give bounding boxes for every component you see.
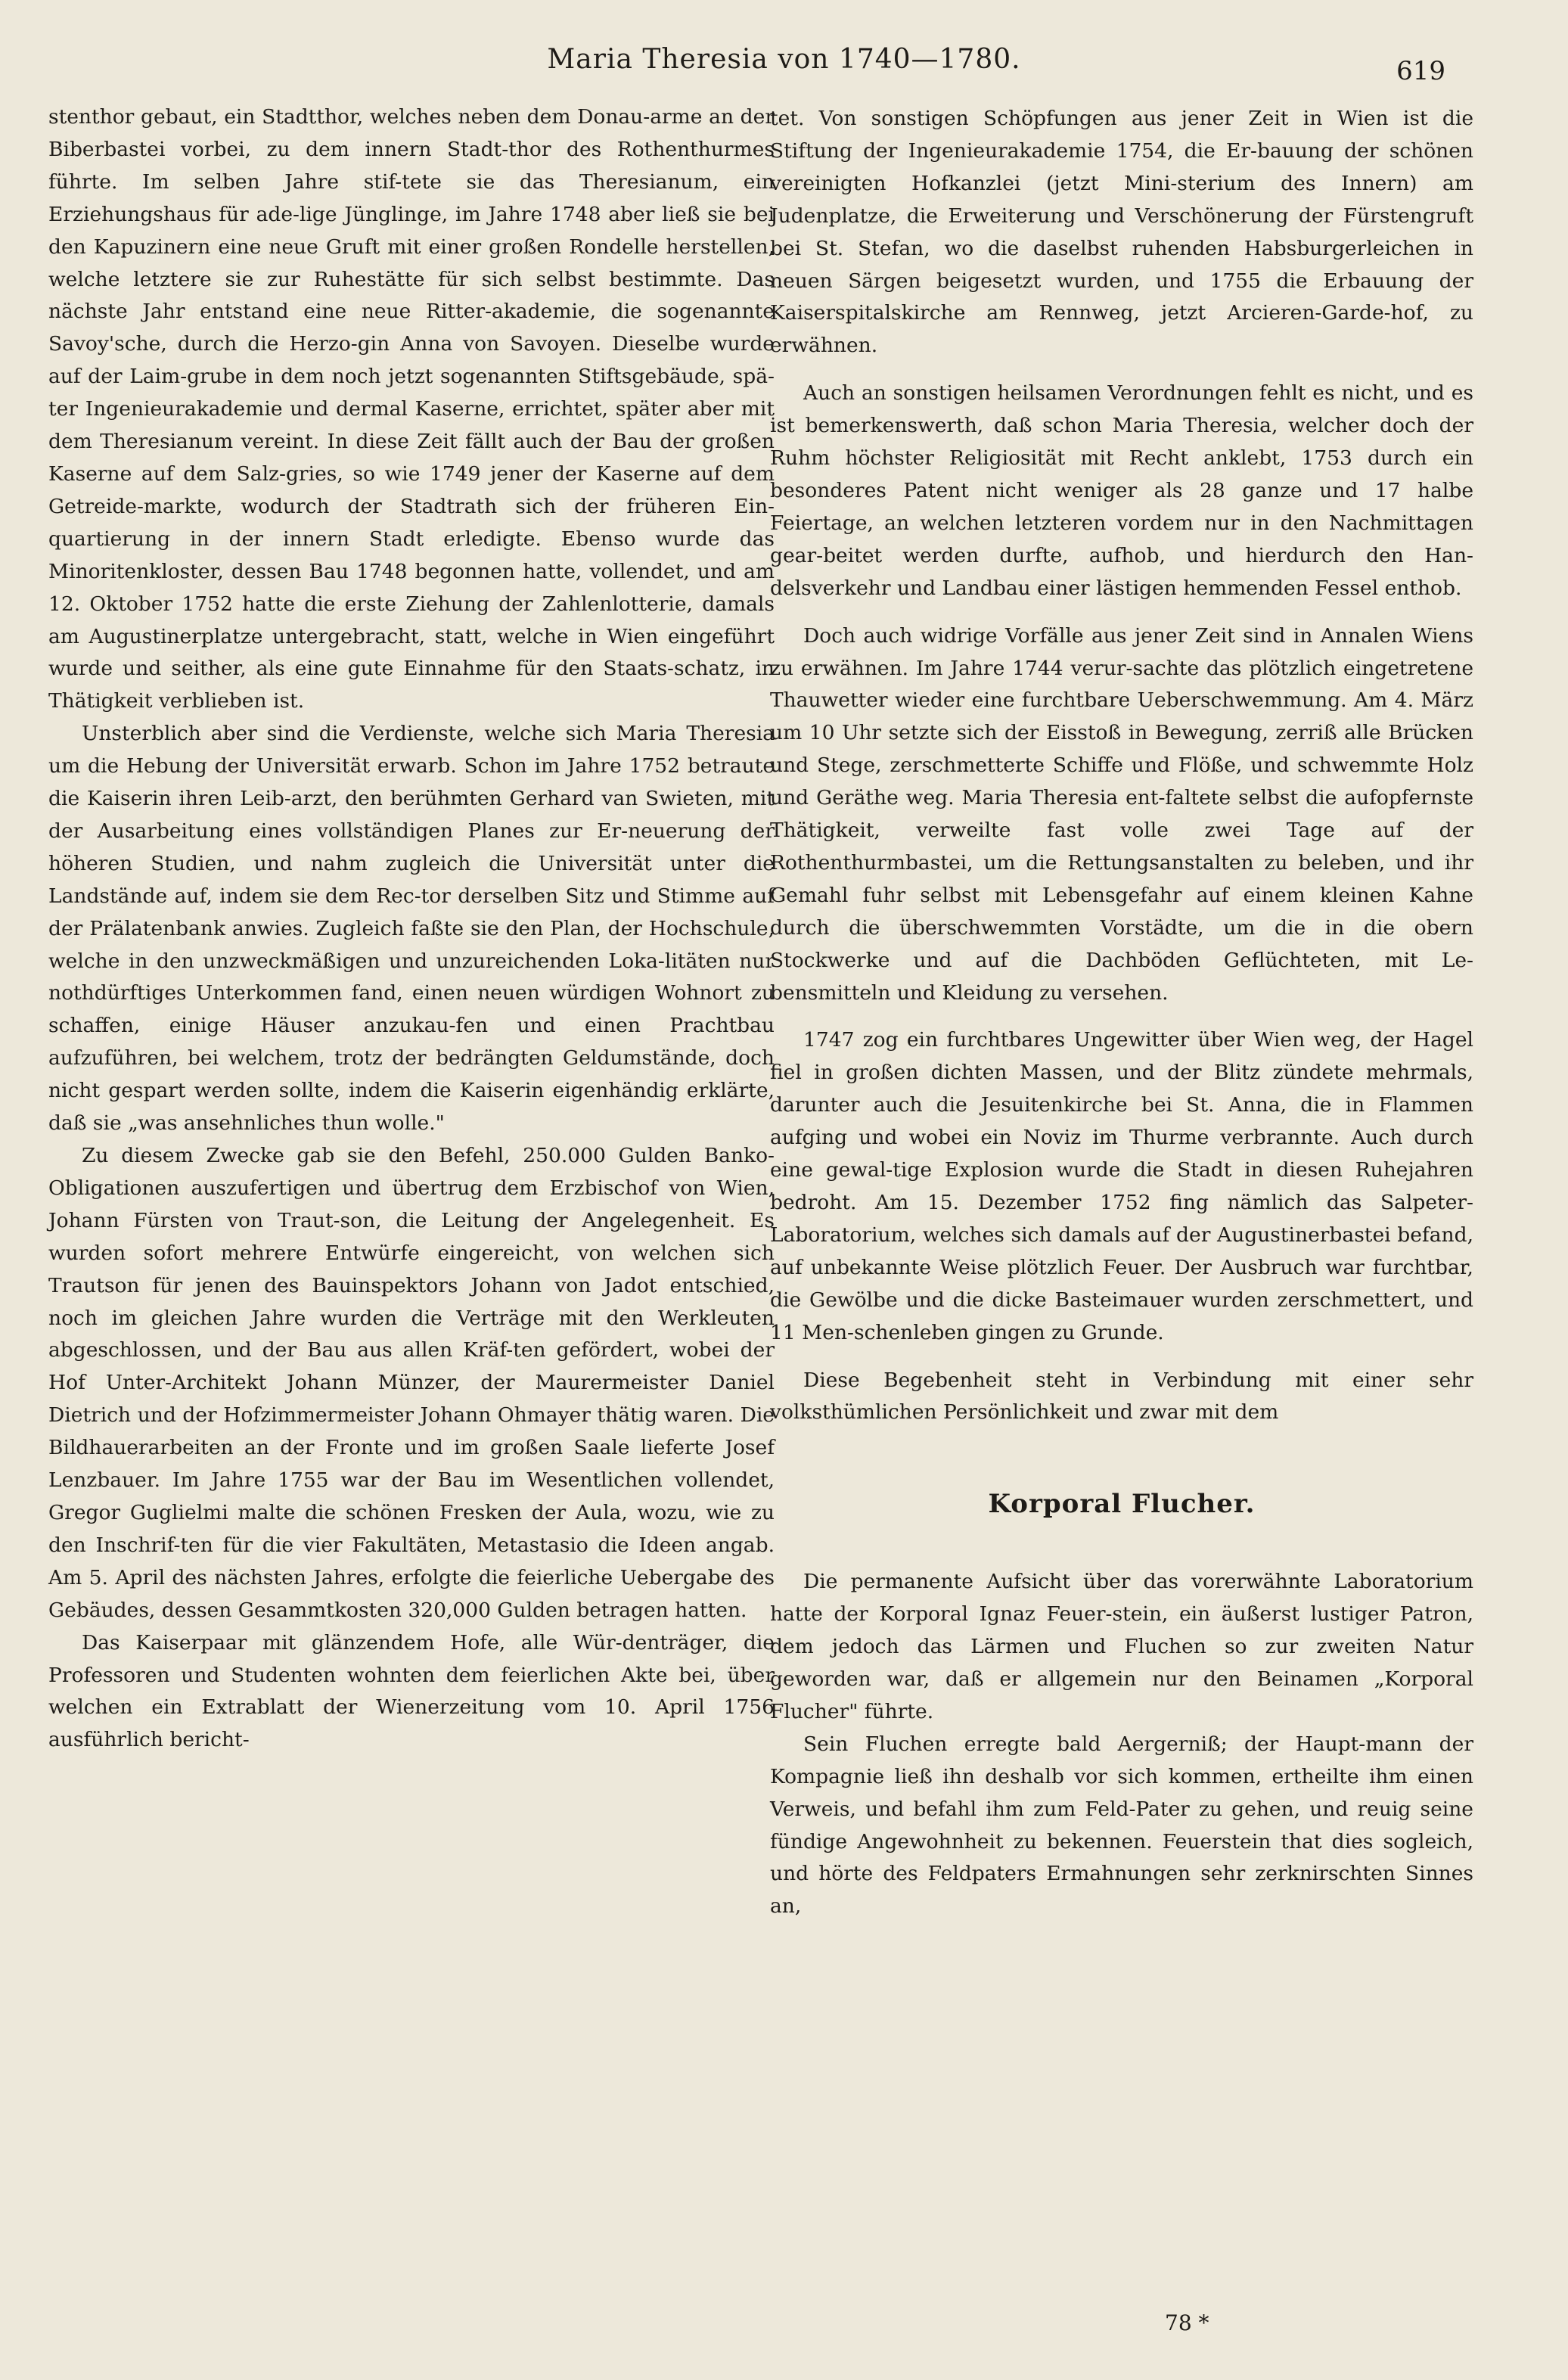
page-number: 619	[1396, 56, 1445, 86]
paragraph: stenthor gebaut, ein Stadtthor, welches neben dem Donau-arme an der Biberbastei vorbei, zu dem innern Stadt-thor des Rothenthurmes führte. Im selben Jahre stif-tete sie das Theresianum, ein Erziehungshaus für ade-lige Jünglinge, im Jahre 1748 aber ließ sie bei den Kapuzinern eine neue Gruft mit einer großen Rondelle herstellen, welche letztere sie zur Ruhestätte für sich selbst bestimmte. Das nächste Jahr entstand eine neue Ritter-akademie, die sogenannte Savoy'sche, durch die Herzo-gin Anna von Savoyen. Dieselbe wurde auf der Laim-grube in dem noch jetzt sogenannten Stiftsgebäude, spä-ter Ingenieurakademie und dermal Kaserne, errichtet, später aber mit dem Theresianum vereint. In diese Zeit fällt auch der Bau der großen Kaserne auf dem Salz-gries, so wie 1749 jener der Kaserne auf dem Getreide-markte, wodurch der Stadtrath sich der früheren Ein-quartierung in der innern Stadt erledigte. Ebenso wurde das Minoritenkloster, dessen Bau 1748 begonnen hatte, vollendet, und am 12. Oktober 1752 hatte die erste Ziehung der Zahlenlotterie, damals am Augustinerplatze untergebracht, statt, welche in Wien eingeführt wurde und seither, als eine gute Einnahme für den Staats-schatz, in Thätigkeit verblieben ist.	[48, 105, 775, 713]
left-column	[48, 101, 775, 1757]
paragraph: Zu diesem Zwecke gab sie den Befehl, 250.000 Gulden Banko-Obligationen auszufertigen und übertrug dem Erzbischof von Wien, Johann Fürsten von Traut-son, die Leitung der Angelegenheit. Es wurden sofort mehrere Entwürfe eingereicht, von welchen sich Trautson für jenen des Bauinspektors Johann von Jadot entschied, noch im gleichen Jahre wurden die Verträge mit den Werkleuten abgeschlossen, und der Bau aus allen Kräf-ten gefördert, wobei der Hof Unter-Architekt Johann Münzer, der Maurermeister Daniel Dietrich und der Hofzimmermeister Johann Ohmayer thätig waren. Die Bildhauerarbeiten an der Fronte und im großen Saale lieferte Josef Lenzbauer. Im Jahre 1755 war der Bau im Wesentlichen vollendet, Gregor Guglielmi malte die schönen Fresken der Aula, wozu, wie zu den Inschrif-ten für die vier Fakultäten, Metastasio die Ideen angab. Am 5. April des nächsten Jahres, erfolgte die feierliche Uebergabe des Gebäudes, dessen Gesammtkosten 320,000 Gulden betragen hatten.	[48, 1144, 775, 1622]
paragraph: Unsterblich aber sind die Verdienste, welche sich Maria Theresia um die Hebung der Universität erwarb. Schon im Jahre 1752 betraute die Kaiserin ihren Leib-arzt, den berühmten Gerhard van Swieten, mit der Ausarbeitung eines vollständigen Planes zur Er-neuerung der höheren Studien, und nahm zugleich die Universität unter die Landstände auf, indem sie dem Rec-tor derselben Sitz und Stimme auf der Prälatenbank anwies. Zugleich faßte sie den Plan, der Hochschule, welche in den unzweckmäßigen und unzureichenden Loka-litäten nur nothdürftiges Unterkommen fand, einen neuen würdigen Wohnort zu schaffen, einige Häuser anzukau-fen und einen Prachtbau aufzuführen, bei welchem, trotz der bedrängten Geldumstände, doch nicht gespart werden sollte, indem die Kaiserin eigenhändig erklärte, daß sie „was ansehnliches thun wolle."	[48, 722, 775, 1136]
section-heading: Korporal Flucher.	[988, 1489, 1256, 1520]
signature-mark: 78 *	[1165, 2310, 1209, 2335]
paragraph: Diese Begebenheit steht in Verbindung mit einer sehr volksthümlichen Persönlichkeit und zwar mit dem	[770, 1368, 1473, 1425]
paragraph: Auch an sonstigen heilsamen Verordnungen fehlt es nicht, und es ist bemerkenswerth, daß schon Maria Theresia, welcher doch der Ruhm höchster Religiosität mit Recht anklebt, 1753 durch ein besonderes Patent nicht weniger als 28 ganze und 17 halbe Feiertage, an welchen letzteren vordem nur in den Nachmittagen gear-beitet werden durfte, aufhob, und hierdurch den Han-delsverkehr und Landbau einer lästigen hemmenden Fessel enthob.	[770, 381, 1473, 600]
right-column	[770, 103, 1473, 1923]
paragraph: 1747 zog ein furchtbares Ungewitter über Wien weg, der Hagel fiel in großen dichten Massen, und der Blitz zündete mehrmals, darunter auch die Jesuitenkirche bei St. Anna, die in Flammen aufging und wobei ein Noviz im Thurme verbrannte. Auch durch eine gewal-tige Explosion wurde die Stadt in diesen Ruhejahren bedroht. Am 15. Dezember 1752 fing nämlich das Salpeter-Laboratorium, welches sich damals auf der Augustinerbastei befand, auf unbekannte Weise plötzlich Feuer. Der Ausbruch war furchtbar, die Gewölbe und die dicke Basteimauer wurden zerschmettert, und 11 Men-schenleben gingen zu Grunde.	[770, 1028, 1473, 1344]
paragraph: Die permanente Aufsicht über das vorerwähnte Laboratorium hatte der Korporal Ignaz Feuer-stein, ein äußerst lustiger Patron, dem jedoch das Lärmen und Fluchen so zur zweiten Natur geworden war, daß er allgemein nur den Beinamen „Korporal Flucher" führte.	[770, 1570, 1473, 1723]
paragraph: Sein Fluchen erregte bald Aergerniß; der Haupt-mann der Kompagnie ließ ihn deshalb vor sich kommen, ertheilte ihm einen Verweis, und befahl ihm zum Feld-Pater zu gehen, und reuig seine fündige Angewohnheit zu bekennen. Feuerstein that dies sogleich, und hörte des Feldpaters Ermahnungen sehr zerknirschten Sinnes an,	[770, 1732, 1473, 1919]
running-title: Maria Theresia von 1740—1780.	[547, 44, 1021, 75]
paragraph: Doch auch widrige Vorfälle aus jener Zeit sind in Annalen Wiens zu erwähnen. Im Jahre 1744 verur-sachte das plötzlich eingetretene Thauwetter wieder eine furchtbare Ueberschwemmung. Am 4. März um 10 Uhr setzte sich der Eisstoß in Bewegung, zerriß alle Brücken und Stege, zerschmetterte Schiffe und Flöße, und schwemmte Holz und Geräthe weg. Maria Theresia ent-faltete selbst die aufopfernste Thätigkeit, verweilte fast volle zwei Tage auf der Rothenthurmbastei, um die Rettungsanstalten zu beleben, und ihr Gemahl fuhr selbst mit Lebensgefahr auf einem kleinen Kahne durch die überschwemmten Vorstädte, um die in die obern Stockwerke und auf die Dachböden Geflüchteten, mit Le-bensmitteln und Kleidung zu versehen.	[770, 623, 1473, 1005]
paragraph: Das Kaiserpaar mit glänzendem Hofe, alle Wür-denträger, die Professoren und Studenten wohnten dem feierlichen Akte bei, über welchen ein Extrablatt der Wienerzeitung vom 10. April 1756 ausführlich bericht-	[48, 1630, 775, 1752]
paragraph: tet. Von sonstigen Schöpfungen aus jener Zeit in Wien ist die Stiftung der Ingenieurakademie 1754, die Er-bauung der schönen vereinigten Hofkanzlei (jetzt Mini-sterium des Innern) am Judenplatze, die Erweiterung und Verschönerung der Fürstengruft bei St. Stefan, wo die daselbst ruhenden Habsburgerleichen in neuen Särgen beigesetzt wurden, und 1755 die Erbauung der Kaiserspitalskirche am Rennweg, jetzt Arcieren-Garde-hof, zu erwähnen.	[770, 107, 1473, 358]
